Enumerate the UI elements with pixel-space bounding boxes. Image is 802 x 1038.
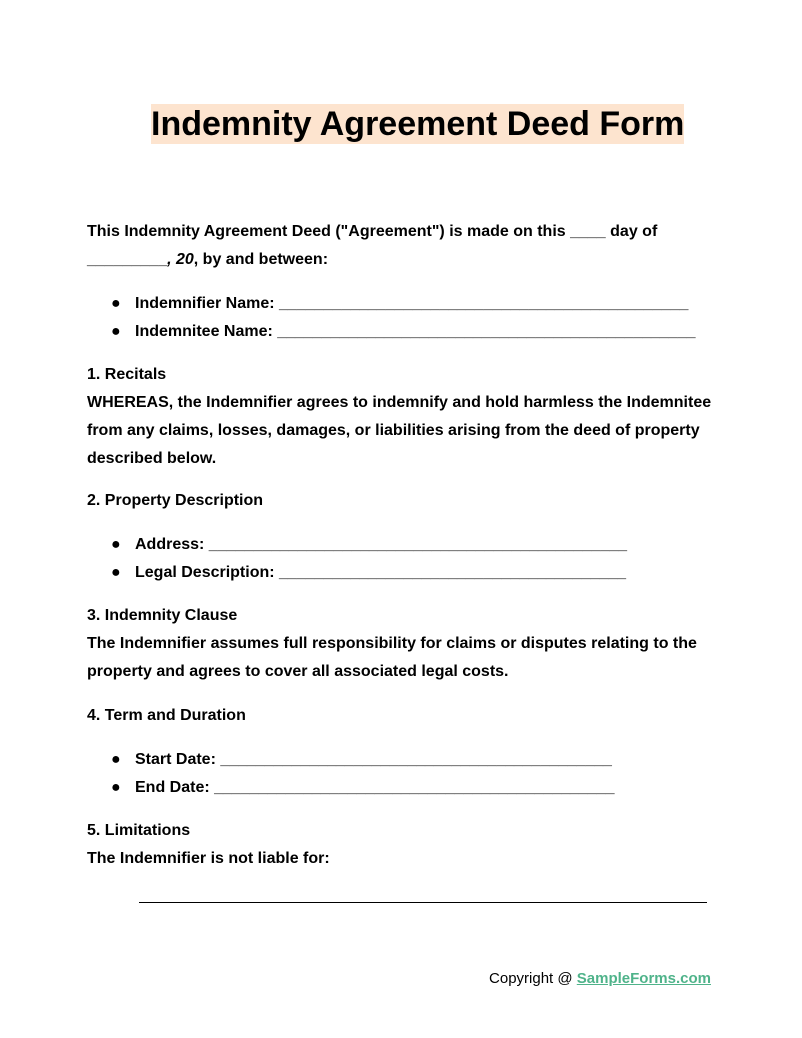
- sampleforms-link[interactable]: SampleForms.com: [576, 970, 711, 987]
- intro-year: , 20: [167, 251, 194, 268]
- bullet-icon: ●: [111, 322, 121, 340]
- recitals-body: WHEREAS, the Indemnifier agrees to indemnify and hold harmless the Indemnitee from any claims, losses, damages, or liabilities arising from the deed of property described below.: [87, 394, 712, 467]
- bullet-icon: ●: [111, 536, 121, 553]
- indemnity-clause-body: The Indemnifier assumes full responsibility for claims or disputes relating to the property and agrees to cover all associated legal costs.: [87, 635, 697, 680]
- limitations-heading: 5. Limitations: [87, 822, 191, 839]
- end-date-field: End Date: _____________________________________________: [135, 778, 615, 796]
- list-item: [87, 531, 717, 559]
- limitations-body: The Indemnifier is not liable for:: [87, 850, 330, 867]
- recitals-heading: 1. Recitals: [87, 366, 167, 383]
- address-field: Address: _______________________________________________: [135, 536, 628, 553]
- intro-paragraph: [87, 218, 717, 274]
- start-date-field: Start Date: ____________________________________________: [135, 751, 612, 768]
- property-heading: 2. Property Description: [87, 492, 264, 509]
- indemnity-clause-heading: 3. Indemnity Clause: [87, 607, 238, 624]
- list-item: [87, 746, 717, 774]
- bullet-icon: ●: [111, 778, 121, 796]
- term-list: [87, 746, 717, 801]
- parties-list: [87, 290, 717, 345]
- indemnifier-name-field: Indemnifier Name: ______________________________________________: [135, 295, 689, 312]
- page-title: Indemnity Agreement Deed Form: [151, 105, 685, 143]
- bullet-icon: ●: [111, 295, 121, 312]
- intro-line-2-rest: , by and between:: [193, 251, 329, 268]
- bullet-icon: ●: [111, 563, 121, 581]
- term-heading: 4. Term and Duration: [87, 707, 246, 724]
- legal-description-field: Legal Description: _______________________________________: [135, 563, 627, 581]
- list-item: [87, 290, 717, 318]
- list-item: [87, 774, 717, 802]
- indemnitee-name-field: Indemnitee Name: _______________________________________________: [135, 322, 696, 340]
- intro-line-1: This Indemnity Agreement Deed ("Agreement") is made on this ____ day of: [87, 223, 658, 240]
- limitations-fill-line: [139, 902, 707, 903]
- property-list: [87, 531, 717, 586]
- list-item: [87, 318, 717, 346]
- copyright-text: Copyright @: [489, 970, 577, 987]
- list-item: [87, 559, 717, 587]
- document-body: [87, 218, 717, 873]
- bullet-icon: ●: [111, 751, 121, 768]
- copyright-footer: [489, 968, 711, 990]
- intro-date-blank: _________: [87, 251, 168, 268]
